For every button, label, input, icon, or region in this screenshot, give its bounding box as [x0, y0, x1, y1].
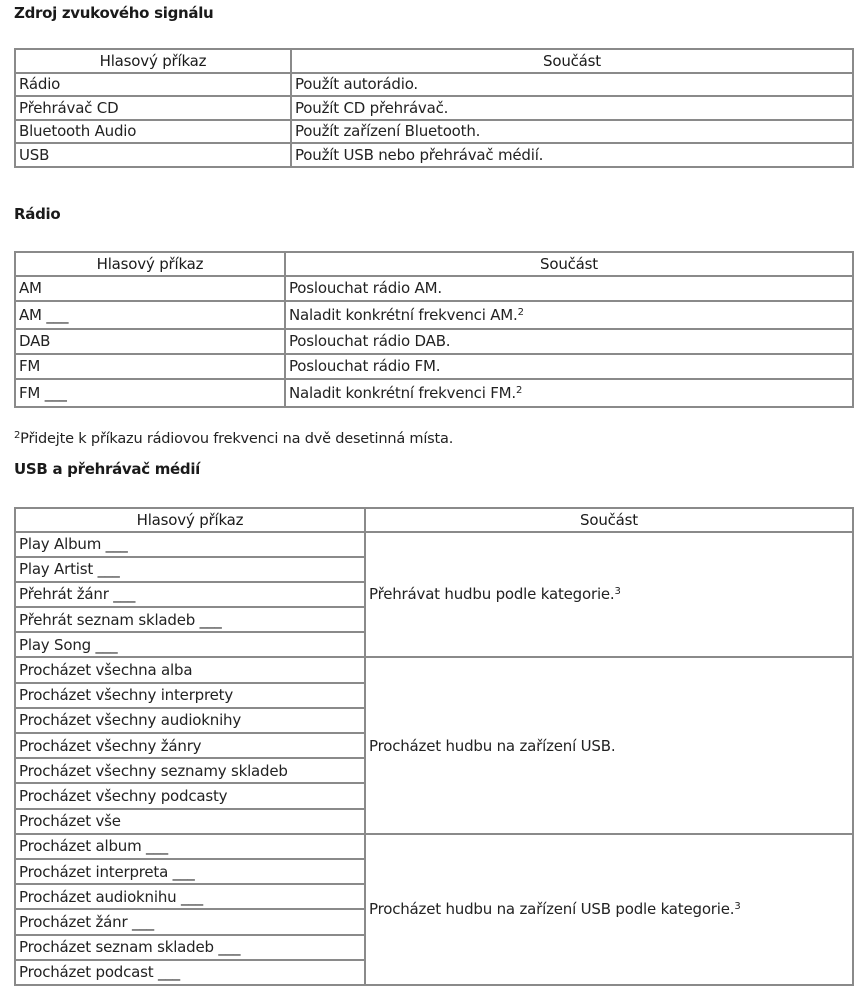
table-row — [15, 73, 853, 97]
command-cell: Procházet všechny podcasty — [15, 783, 365, 808]
column-header-command: Hlasový příkaz — [15, 508, 365, 532]
command-cell: Procházet všechna alba — [15, 657, 365, 682]
command-cell: Přehrát seznam skladeb ___ — [15, 607, 365, 632]
table-row — [15, 276, 853, 301]
footnote-ref[interactable]: 3 — [614, 586, 621, 598]
table-row — [15, 329, 853, 354]
command-cell: Bluetooth Audio — [15, 120, 291, 144]
column-header-component: Součást — [285, 252, 853, 276]
command-cell: Procházet audioknihu ___ — [15, 884, 365, 909]
command-cell: Procházet podcast ___ — [15, 960, 365, 985]
section-title-usb-media: USB a přehrávač médií — [14, 460, 201, 478]
component-cell — [365, 532, 853, 658]
component-cell — [285, 301, 853, 329]
table-row — [15, 379, 853, 407]
table-header-row — [15, 508, 853, 532]
radio-table — [14, 251, 854, 408]
command-cell: Play Album ___ — [15, 532, 365, 557]
component-cell — [365, 657, 853, 833]
command-cell: FM — [15, 354, 285, 379]
footnote-text: Přidejte k příkazu rádiovou frekvenci na dvě desetinná místa. — [20, 431, 454, 447]
table-row — [15, 354, 853, 379]
command-cell: Procházet všechny žánry — [15, 733, 365, 758]
component-cell: Poslouchat rádio FM. — [285, 354, 853, 379]
command-cell: Procházet album ___ — [15, 834, 365, 859]
table-row — [15, 120, 853, 144]
table-row — [15, 96, 853, 120]
component-text: Přehrávat hudbu podle kategorie. — [369, 585, 615, 604]
command-cell: Procházet všechny interprety — [15, 683, 365, 708]
command-cell: Přehrát žánr ___ — [15, 582, 365, 607]
command-cell: Procházet všechny audioknihy — [15, 708, 365, 733]
component-cell: Poslouchat rádio AM. — [285, 276, 853, 301]
table-row — [15, 532, 853, 557]
command-cell: AM — [15, 276, 285, 301]
component-cell: Použít zařízení Bluetooth. — [291, 120, 853, 144]
table-row — [15, 657, 853, 682]
command-cell: FM ___ — [15, 379, 285, 407]
command-cell: USB — [15, 143, 291, 167]
command-cell: Procházet všechny seznamy skladeb — [15, 758, 365, 783]
command-cell: Přehrávač CD — [15, 96, 291, 120]
command-cell: Rádio — [15, 73, 291, 97]
command-cell: Procházet vše — [15, 809, 365, 834]
command-cell: Procházet interpreta ___ — [15, 859, 365, 884]
column-header-component: Součást — [291, 49, 853, 73]
component-cell: Použít autorádio. — [291, 73, 853, 97]
component-cell: Poslouchat rádio DAB. — [285, 329, 853, 354]
footnote-mark: 2 — [14, 430, 21, 441]
table-header-row — [15, 252, 853, 276]
command-cell: DAB — [15, 329, 285, 354]
usb-media-table — [14, 507, 854, 986]
column-header-component: Součást — [365, 508, 853, 532]
footnote-ref[interactable]: 2 — [517, 306, 524, 318]
footnote-2 — [14, 431, 453, 447]
command-cell: AM ___ — [15, 301, 285, 329]
component-cell: Použít USB nebo přehrávač médií. — [291, 143, 853, 167]
component-cell — [365, 834, 853, 985]
footnote-ref[interactable]: 3 — [734, 901, 741, 913]
table-header-row — [15, 49, 853, 73]
command-cell: Procházet seznam skladeb ___ — [15, 935, 365, 960]
component-cell — [285, 379, 853, 407]
table-row — [15, 301, 853, 329]
column-header-command: Hlasový příkaz — [15, 49, 291, 73]
command-cell: Play Artist ___ — [15, 557, 365, 582]
command-cell: Procházet žánr ___ — [15, 909, 365, 934]
section-title-audio-source: Zdroj zvukového signálu — [14, 4, 214, 22]
table-row — [15, 834, 853, 859]
component-text: Naladit konkrétní frekvenci AM. — [289, 305, 518, 324]
section-title-radio: Rádio — [14, 205, 61, 223]
component-cell: Použít CD přehrávač. — [291, 96, 853, 120]
footnote-ref[interactable]: 2 — [516, 384, 523, 396]
audio-source-table — [14, 48, 854, 168]
column-header-command: Hlasový příkaz — [15, 252, 285, 276]
command-cell: Play Song ___ — [15, 632, 365, 657]
component-text: Naladit konkrétní frekvenci FM. — [289, 383, 516, 402]
component-text: Procházet hudbu na zařízení USB. — [369, 736, 616, 755]
component-text: Procházet hudbu na zařízení USB podle kategorie. — [369, 900, 735, 919]
table-row — [15, 143, 853, 167]
